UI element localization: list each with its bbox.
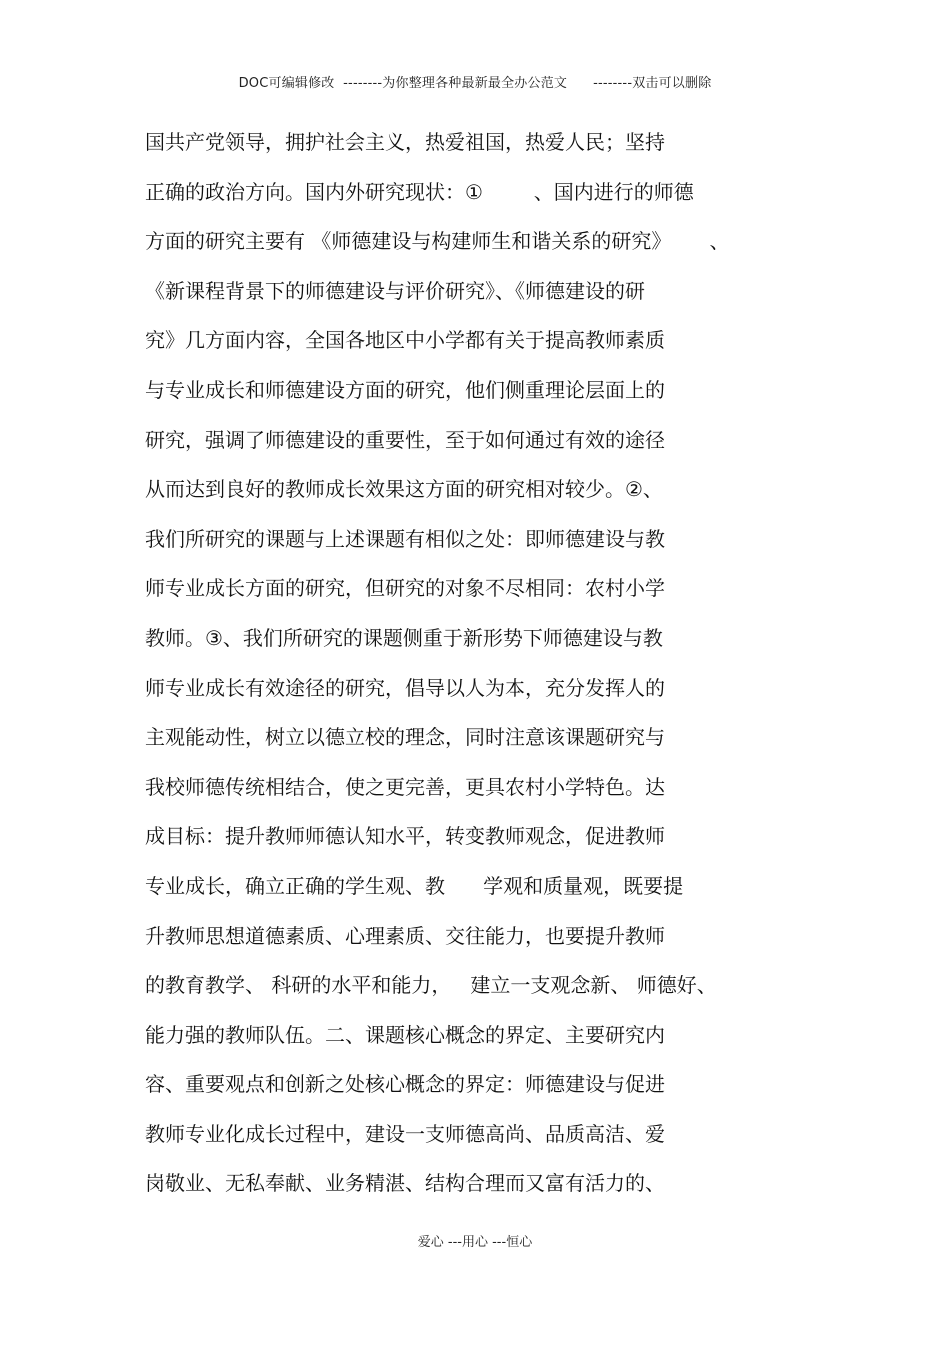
body-line: 与专业成长和师德建设方面的研究，他们侧重理论层面上的 [145, 377, 665, 402]
body-line: 教师。③、我们所研究的课题侧重于新形势下师德建设与教 [145, 625, 663, 650]
body-line: 我们所研究的课题与上述课题有相似之处：即师德建设与教 [145, 526, 665, 551]
page-header: DOC可编辑修改 --------为你整理各种最新最全办公范文 --------双击可以删除 [238, 76, 712, 91]
body-line: 从而达到良好的教师成长效果这方面的研究相对较少。②、 [145, 477, 663, 502]
body-line: 国共产党领导，拥护社会主义，热爱祖国，热爱人民；坚持 [145, 130, 665, 154]
body-line: 专业成长，确立正确的学生观、教 学观和质量观，既要提 [145, 873, 684, 898]
body-line: 究》几方面内容，全国各地区中小学都有关于提高教师素质 [145, 328, 665, 353]
body-line: 正确的政治方向。国内外研究现状：① 、国内进行的师德 [145, 179, 694, 204]
page-footer: 爱心 ---用心 ---恒心 [417, 1235, 533, 1250]
body-line: 容、重要观点和创新之处核心概念的界定：师德建设与促进 [145, 1072, 665, 1097]
body-line: 师专业成长有效途径的研究，倡导以人为本，充分发挥人的 [145, 675, 665, 700]
body-line: 方面的研究主要有 《师德建设与构建师生和谐关系的研究》 、 [145, 229, 730, 254]
body-line: 教师专业化成长过程中，建设一支师德高尚、品质高洁、爱 [145, 1121, 665, 1146]
body-line: 《新课程背景下的师德建设与评价研究》、《师德建设的研 [145, 278, 645, 303]
body-line: 我校师德传统相结合，使之更完善，更具农村小学特色。达 [145, 774, 665, 799]
body-line: 升教师思想道德素质、心理素质、交往能力，也要提升教师 [145, 923, 665, 948]
body-line: 主观能动性，树立以德立校的理念，同时注意该课题研究与 [145, 725, 665, 750]
body-line: 岗敬业、无私奉献、业务精湛、结构合理而又富有活力的、 [145, 1171, 665, 1196]
body-line: 师专业成长方面的研究，但研究的对象不尽相同：农村小学 [145, 576, 665, 601]
body-line: 能力强的教师队伍。二、课题核心概念的界定、主要研究内 [145, 1022, 665, 1047]
body-line: 研究，强调了师德建设的重要性，至于如何通过有效的途径 [145, 427, 665, 452]
body-line: 的教育教学、 科研的水平和能力， 建立一支观念新、 师德好、 [145, 973, 717, 998]
body-text [145, 124, 825, 1215]
body-line: 成目标：提升教师师德认知水平，转变教师观念，促进教师 [145, 824, 665, 849]
